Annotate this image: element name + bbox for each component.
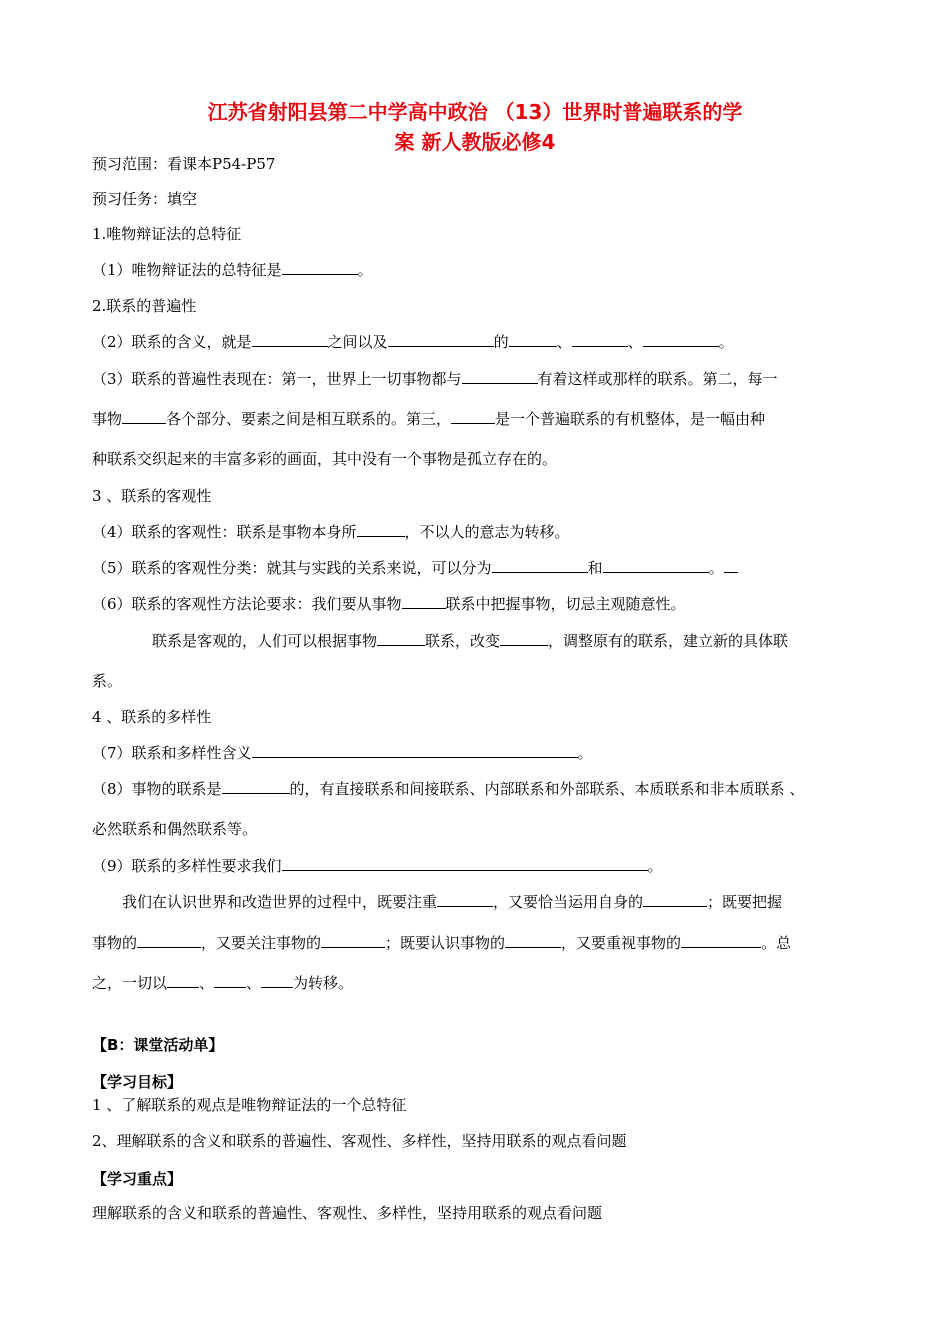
question-1: （1）唯物辩证法的总特征是 。	[92, 261, 373, 279]
fill-blank[interactable]	[643, 332, 719, 347]
fill-blank[interactable]	[500, 631, 548, 646]
preview-task: 预习任务：填空	[92, 190, 198, 208]
fill-blank[interactable]	[321, 933, 385, 948]
fill-blank[interactable]	[603, 558, 709, 573]
question-6: （6）联系的客观性方法论要求：我们要从事物 联系中把握事物，切忌主观随意性。	[92, 595, 686, 613]
fill-blank[interactable]	[122, 409, 166, 424]
fill-blank[interactable]	[252, 743, 578, 758]
question-6-extra-line2: 系。	[92, 672, 123, 690]
question-8-line2: 必然联系和偶然联系等。	[92, 820, 258, 838]
question-7: （7）联系和多样性含义 。	[92, 744, 593, 762]
document-title-line1: 江苏省射阳县第二中学高中政治 （13）世界时普遍联系的学	[207, 100, 743, 124]
question-3-line3: 种联系交织起来的丰富多彩的画面，其中没有一个事物是孤立存在的。	[92, 450, 558, 468]
fill-blank[interactable]	[437, 892, 493, 907]
fill-blank[interactable]	[222, 779, 290, 794]
fill-blank[interactable]	[681, 933, 761, 948]
key-point-1: 理解联系的含义和联系的普遍性、客观性、多样性，坚持用联系的观点看问题	[92, 1204, 603, 1222]
fill-blank[interactable]	[402, 594, 446, 609]
fill-blank[interactable]	[282, 260, 358, 275]
paragraph-line2: 事物的 ，又要关注事物的 ；既要认识事物的 ，又要重视事物的 。总	[92, 934, 792, 952]
classroom-header: 【B：课堂活动单】	[92, 1036, 224, 1054]
question-8-line1: （8）事物的联系是 的，有直接联系和间接联系、内部联系和外部联系、本质联系和非本质联系 、	[92, 780, 805, 798]
question-6-extra-line1: 联系是客观的，人们可以根据事物 联系，改变 ，调整原有的联系，建立新的具体联	[152, 632, 789, 650]
section-heading: 1.唯物辩证法的总特征	[92, 225, 242, 243]
goal-2: 2、理解联系的含义和联系的普遍性、客观性、多样性，坚持用联系的观点看问题	[92, 1132, 627, 1150]
fill-blank[interactable]	[572, 332, 628, 347]
fill-blank[interactable]	[492, 558, 588, 573]
question-2: （2）联系的含义，就是 之间以及 的 、 、 。	[92, 333, 734, 351]
fill-blank[interactable]	[505, 933, 561, 948]
fill-blank[interactable]	[462, 369, 538, 384]
fill-blank[interactable]	[214, 973, 246, 988]
question-4: （4）联系的客观性：联系是事物本身所 ，不以人的意志为转移。	[92, 523, 570, 541]
question-3-line1: （3）联系的普遍性表现在：第一，世界上一切事物都与 有着这样或那样的联系。第二，每一	[92, 370, 778, 388]
fill-blank[interactable]	[261, 973, 293, 988]
fill-blank[interactable]	[509, 332, 557, 347]
preview-range: 预习范围：看课本P54-P57	[92, 155, 276, 173]
section-heading: 2.联系的普遍性	[92, 297, 197, 315]
fill-blank[interactable]	[451, 409, 495, 424]
section-heading: 4 、联系的多样性	[92, 708, 212, 726]
question-3-line2: 事物 各个部分、要素之间是相互联系的。第三， 是一个普遍联系的有机整体，是一幅由种	[92, 410, 766, 428]
paragraph-line3: 之，一切以 、 、 为转移。	[92, 974, 354, 992]
fill-blank[interactable]	[377, 631, 425, 646]
paragraph-line1: 我们在认识世界和改造世界的过程中，既要注重 ，又要恰当运用自身的 ；既要把握	[122, 893, 783, 911]
goal-1: 1 、了解联系的观点是唯物辩证法的一个总特征	[92, 1096, 407, 1114]
document-title-line2: 案 新人教版必修4	[394, 130, 556, 154]
fill-blank[interactable]	[252, 332, 328, 347]
fill-blank[interactable]	[643, 892, 707, 907]
fill-blank[interactable]	[357, 522, 405, 537]
fill-blank[interactable]	[388, 332, 494, 347]
question-5: （5）联系的客观性分类：就其与实践的关系来说，可以分为 和 。	[92, 557, 738, 579]
key-points-header: 【学习重点】	[92, 1170, 183, 1188]
fill-blank[interactable]	[137, 933, 201, 948]
goals-header: 【学习目标】	[92, 1073, 183, 1091]
fill-blank[interactable]	[167, 973, 199, 988]
question-9: （9）联系的多样性要求我们 。	[92, 857, 663, 875]
fill-blank[interactable]	[282, 856, 648, 871]
section-heading: 3 、联系的客观性	[92, 487, 212, 505]
